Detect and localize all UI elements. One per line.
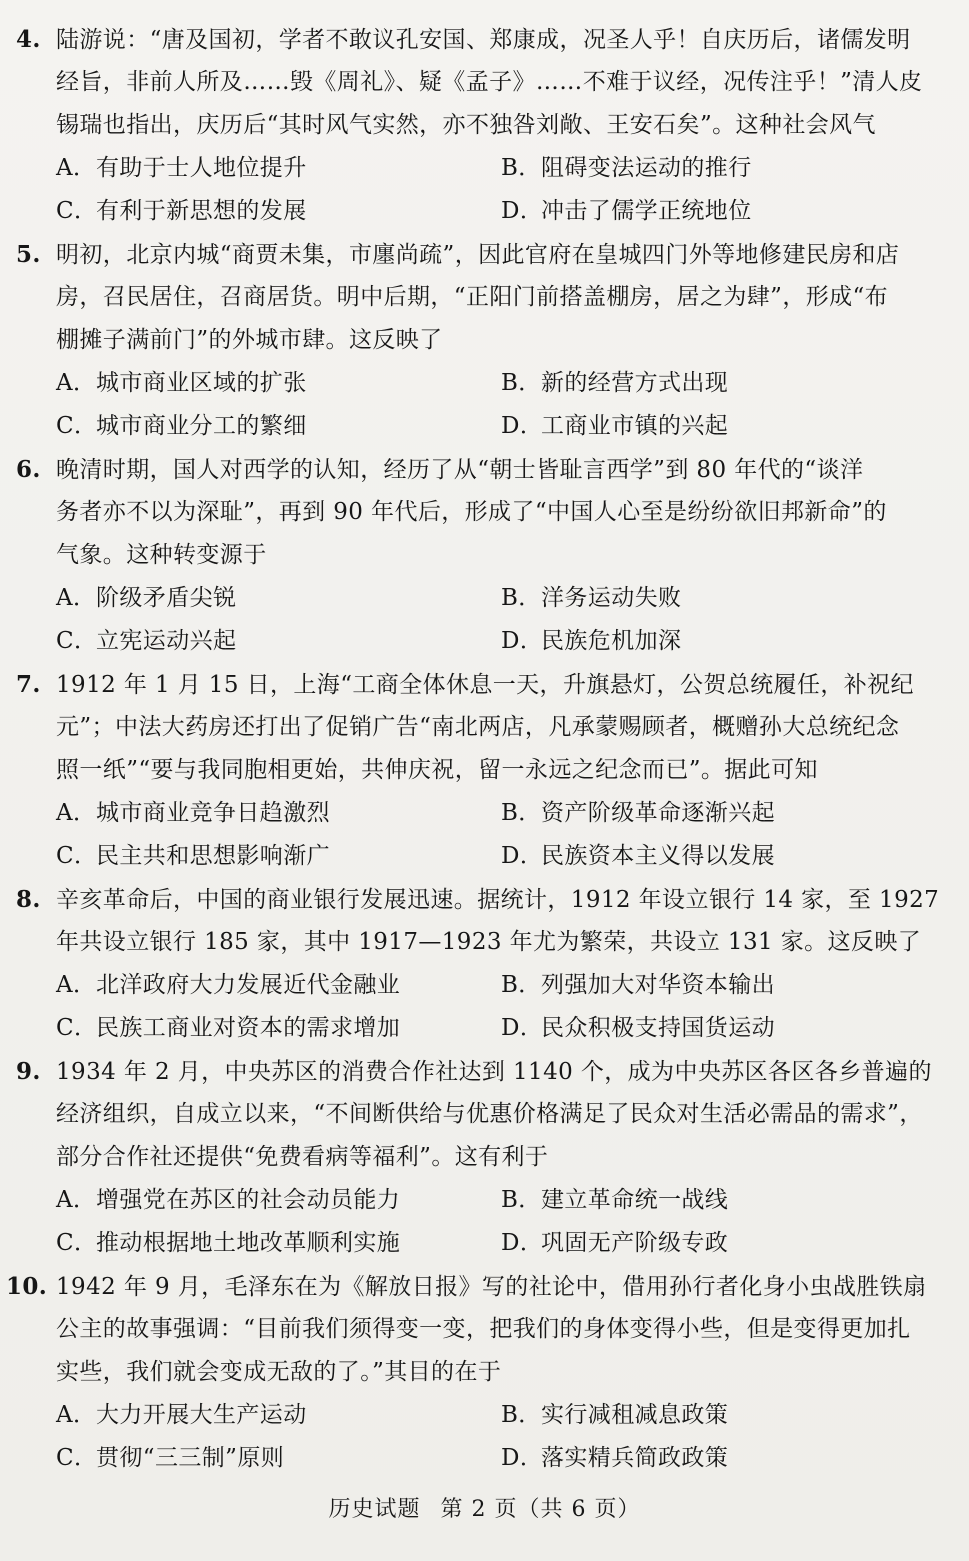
option-letter: A． [56,585,97,611]
question-number: 7. [16,671,41,698]
question-9 [16,1050,943,1265]
option-b [501,362,946,405]
option-c [56,835,501,878]
option-letter: C． [56,1445,98,1471]
question-stem-line [16,491,943,534]
question-stem-text: 1934 年 2 月，中央苏区的消费合作社达到 1140 个，成为中央苏区各区各乡普遍的 [56,1059,932,1085]
question-stem-text: 辛亥革命后，中国的商业银行发展迅速。据统计，1912 年设立银行 14 家，至 1927 [56,887,940,913]
question-stem-text: 房，召民居住，召商居货。明中后期，“正阳门前搭盖棚房，居之为肆”，形成“布 [56,284,889,310]
question-stem-line [16,1093,943,1136]
option-letter: B． [501,585,542,611]
option-letter: B． [501,972,542,998]
question-number: 4. [16,26,41,53]
option-letter: A． [56,1402,97,1428]
question-stem-line [16,18,943,61]
option-letter: C． [56,628,98,654]
option-text: 城市商业竞争日趋激烈 [96,800,330,826]
option-text: 城市商业分工的繁细 [96,413,307,439]
question-number: 8. [16,886,41,913]
option-b [501,1394,946,1437]
option-letter: C． [56,413,98,439]
option-b [501,577,946,620]
option-a [56,1394,501,1437]
option-text: 新的经营方式出现 [541,370,729,396]
option-text: 冲击了儒学正统地位 [541,198,752,224]
question-8 [16,878,943,1050]
question-stem-line [16,921,943,964]
option-letter: D． [501,1015,544,1041]
question-stem-line [16,706,943,749]
page-footer [0,1492,969,1523]
option-d [501,835,946,878]
option-d [501,405,946,448]
question-stem-line [16,233,943,276]
option-c [56,190,501,233]
option-letter: A． [56,800,97,826]
option-letter: B． [501,1187,542,1213]
option-d [501,1437,946,1480]
option-letter: D． [501,628,544,654]
question-stem-text: 照一纸”“要与我同胞相更始，共伸庆祝，留一永远之纪念而已”。据此可知 [56,757,818,783]
option-text: 有利于新思想的发展 [96,198,307,224]
option-letter: C． [56,843,98,869]
question-number: 9. [16,1058,41,1085]
option-text: 城市商业区域的扩张 [96,370,307,396]
option-letter: D． [501,1445,544,1471]
option-d [501,620,946,663]
question-number: 6. [16,456,41,483]
option-letter: D． [501,1230,544,1256]
option-text: 工商业市镇的兴起 [541,413,729,439]
option-a [56,577,501,620]
option-d [501,1222,946,1265]
option-text: 资产阶级革命逐渐兴起 [541,800,775,826]
option-letter: B． [501,370,542,396]
option-letter: D． [501,843,544,869]
question-stem-line [16,1351,943,1394]
option-letter: C． [56,1015,98,1041]
option-text: 列强加大对华资本输出 [541,972,775,998]
question-4 [16,18,943,233]
answer-options [16,792,943,878]
question-stem-text: 陆游说：“唐及国初，学者不敢议孔安国、郑康成，况圣人乎！自庆历后，诸儒发明 [56,27,911,53]
question-stem-line [6,1265,943,1308]
option-letter: C． [56,1230,98,1256]
question-stem-text: 1912 年 1 月 15 日，上海“工商全体休息一天，升旗悬灯，公贺总统履任，补祝纪 [56,672,914,698]
answer-options [16,577,943,663]
question-stem-text: 1942 年 9 月，毛泽东在为《解放日报》写的社论中，借用孙行者化身小虫战胜铁扇 [56,1274,927,1300]
question-stem-line [16,319,943,362]
option-text: 民主共和思想影响渐广 [96,843,330,869]
option-c [56,1222,501,1265]
option-text: 立宪运动兴起 [96,628,237,654]
question-stem-text: 经旨，非前人所及……毁《周礼》、疑《孟子》……不难于议经，况传注乎！”清人皮 [56,69,923,95]
question-list [6,18,943,1480]
option-text: 民族工商业对资本的需求增加 [96,1015,401,1041]
option-c [56,620,501,663]
footer-page-number: 第 2 页（共 6 页） [440,1497,641,1522]
option-letter: A． [56,972,97,998]
option-letter: B． [501,800,542,826]
question-stem-line [16,1050,943,1093]
option-letter: D． [501,413,544,439]
option-text: 民族资本主义得以发展 [541,843,775,869]
question-10 [6,1265,943,1480]
question-stem-line [16,663,943,706]
option-b [501,1179,946,1222]
question-stem-line [16,104,943,147]
question-stem-text: 元”；中法大药房还打出了促销广告“南北两店，凡承蒙赐顾者，概赠孙大总统纪念 [56,714,900,740]
question-stem-text: 明初，北京内城“商贾未集，市廛尚疏”，因此官府在皇城四门外等地修建民房和店 [56,242,900,268]
option-c [56,405,501,448]
question-stem-text: 务者亦不以为深耻”，再到 90 年代后，形成了“中国人心至是纷纷欲旧邦新命”的 [56,499,887,525]
option-d [501,190,946,233]
question-stem-line [16,1308,943,1351]
question-stem-line [16,61,943,104]
option-text: 民族危机加深 [541,628,682,654]
option-text: 北洋政府大力发展近代金融业 [96,972,401,998]
question-stem-text: 晚清时期，国人对西学的认知，经历了从“朝士皆耻言西学”到 80 年代的“谈洋 [56,457,864,483]
option-text: 巩固无产阶级专政 [541,1230,729,1256]
answer-options [16,1179,943,1265]
option-b [501,964,946,1007]
question-stem-line [16,1136,943,1179]
question-stem-line [16,448,943,491]
question-5 [16,233,943,448]
footer-subject: 历史试题 [328,1497,421,1522]
option-letter: B． [501,155,542,181]
option-c [56,1437,501,1480]
question-6 [16,448,943,663]
option-text: 建立革命统一战线 [541,1187,729,1213]
question-stem-text: 实些，我们就会变成无敌的了。”其目的在于 [56,1359,502,1385]
option-text: 大力开展大生产运动 [96,1402,307,1428]
option-text: 有助于士人地位提升 [96,155,307,181]
question-number: 10. [6,1273,48,1300]
question-7 [16,663,943,878]
answer-options [16,147,943,233]
option-a [56,1179,501,1222]
option-text: 落实精兵简政政策 [541,1445,729,1471]
question-stem-text: 棚摊子满前门”的外城市肆。这反映了 [56,327,443,353]
answer-options [16,1394,943,1480]
option-letter: A． [56,155,97,181]
option-letter: A． [56,370,97,396]
option-text: 贯彻“三三制”原则 [96,1445,285,1471]
option-a [56,362,501,405]
option-letter: D． [501,198,544,224]
option-d [501,1007,946,1050]
question-stem-text: 年共设立银行 185 家，其中 1917—1923 年尤为繁荣，共设立 131 家。这反映了 [56,929,922,955]
question-stem-text: 部分合作社还提供“免费看病等福利”。这有利于 [56,1144,549,1170]
option-letter: B． [501,1402,542,1428]
option-a [56,147,501,190]
answer-options [16,362,943,448]
question-stem-text: 公主的故事强调：“目前我们须得变一变，把我们的身体变得小些，但是变得更加扎 [56,1316,911,1342]
question-stem-line [16,749,943,792]
question-stem-text: 经济组织，自成立以来，“不间断供给与优惠价格满足了民众对生活必需品的需求”， [56,1101,923,1127]
option-text: 推动根据地土地改革顺利实施 [96,1230,401,1256]
question-stem-line [16,276,943,319]
question-stem-line [16,534,943,577]
question-stem-line [16,878,943,921]
option-text: 实行减租减息政策 [541,1402,729,1428]
option-text: 洋务运动失败 [541,585,682,611]
option-a [56,964,501,1007]
option-a [56,792,501,835]
option-b [501,792,946,835]
option-letter: A． [56,1187,97,1213]
option-letter: C． [56,198,98,224]
answer-options [16,964,943,1050]
option-c [56,1007,501,1050]
question-number: 5. [16,241,41,268]
option-text: 民众积极支持国货运动 [541,1015,775,1041]
option-text: 阶级矛盾尖锐 [96,585,237,611]
option-text: 阻碍变法运动的推行 [541,155,752,181]
question-stem-text: 锡瑞也指出，庆历后“其时风气实然，亦不独咎刘敞、王安石矣”。这种社会风气 [56,112,876,138]
option-text: 增强党在苏区的社会动员能力 [96,1187,401,1213]
option-b [501,147,946,190]
question-stem-text: 气象。这种转变源于 [56,542,267,568]
